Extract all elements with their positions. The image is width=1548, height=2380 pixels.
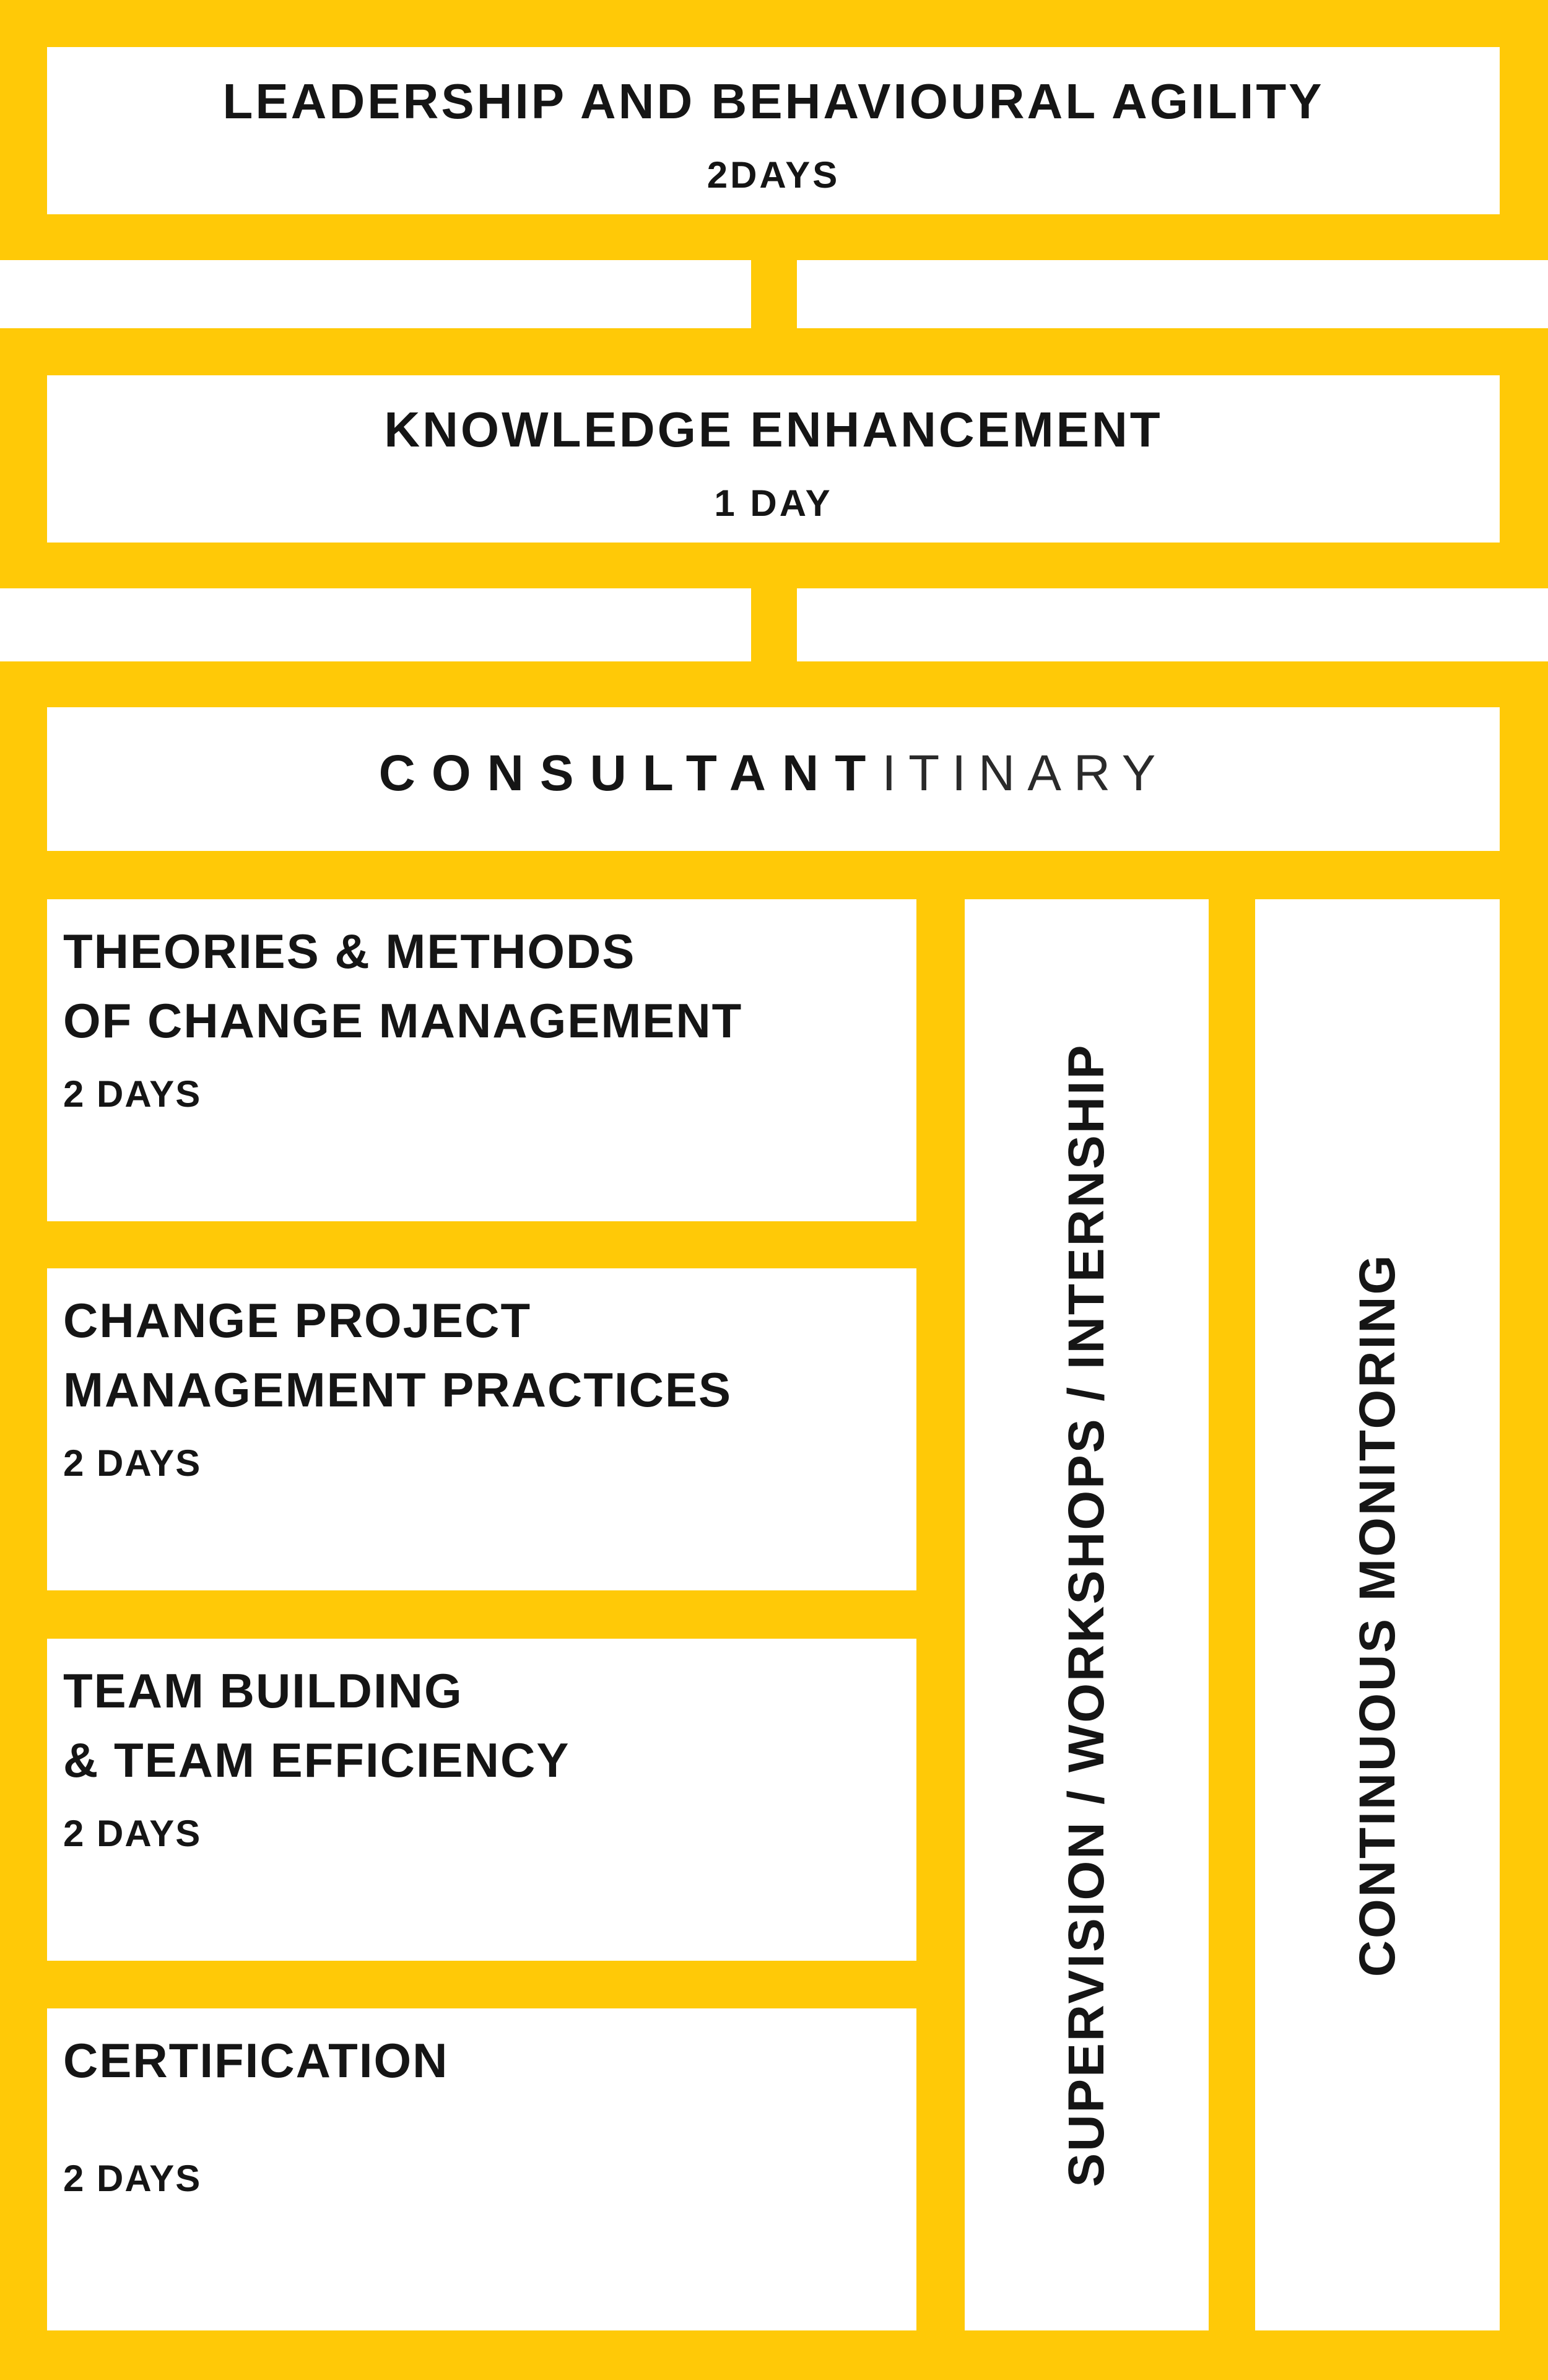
module-title — [63, 1286, 732, 1424]
module-title-line: CERTIFICATION — [63, 2033, 449, 2088]
module-title-line: & TEAM EFFICIENCY — [63, 1733, 570, 1787]
leadership-duration: 2DAYS — [707, 154, 840, 196]
knowledge-duration: 1 DAY — [714, 482, 833, 524]
itinerary-frame — [0, 661, 1548, 2380]
knowledge-frame — [0, 328, 1548, 588]
module-duration: 2 DAYS — [63, 2158, 202, 2199]
supervision-label: SUPERVISION / WORKSHOPS / INTERNSHIP — [1058, 1043, 1115, 2187]
module-duration: 2 DAYS — [63, 1813, 202, 1854]
itinerary-header-box — [47, 707, 1500, 851]
module-duration: 2 DAYS — [63, 1442, 202, 1484]
module-box — [47, 1268, 916, 1590]
leadership-frame — [0, 0, 1548, 260]
module-title — [63, 917, 742, 1055]
module-duration: 2 DAYS — [63, 1073, 202, 1115]
itinerary-header-bold: CONSULTANT — [378, 745, 882, 801]
knowledge-box — [47, 375, 1500, 543]
module-box — [47, 2008, 916, 2330]
module-title — [63, 1656, 570, 1795]
module-title — [63, 2026, 449, 2095]
supervision-column — [965, 899, 1209, 2330]
module-box — [47, 899, 916, 1221]
leadership-title: LEADERSHIP AND BEHAVIOURAL AGILITY — [222, 74, 1324, 129]
itinerary-header-light: ITINARY — [882, 745, 1168, 801]
leadership-box — [47, 47, 1500, 214]
knowledge-title: KNOWLEDGE ENHANCEMENT — [384, 402, 1163, 457]
module-title-line: TEAM BUILDING — [63, 1663, 463, 1718]
module-title-line: CHANGE PROJECT — [63, 1293, 532, 1348]
module-title-line: OF CHANGE MANAGEMENT — [63, 993, 743, 1048]
module-box — [47, 1639, 916, 1961]
connector-2 — [751, 588, 797, 661]
monitoring-label: CONTINUOUS MONITORING — [1349, 1253, 1406, 1977]
connector-1 — [751, 260, 797, 328]
monitoring-column — [1255, 899, 1500, 2330]
itinerary-header — [47, 744, 1500, 803]
module-title-line: MANAGEMENT PRACTICES — [63, 1362, 733, 1417]
module-title-line: THEORIES & METHODS — [63, 924, 636, 979]
